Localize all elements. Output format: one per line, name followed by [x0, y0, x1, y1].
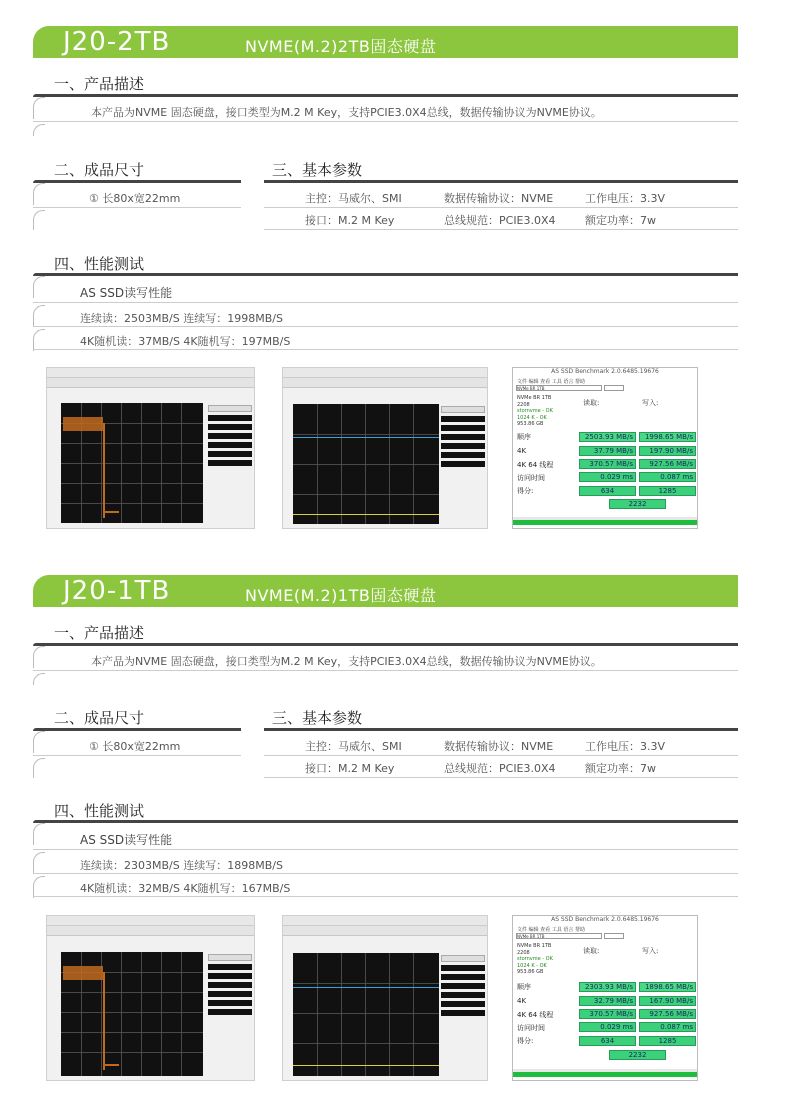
read-4k64-value: 370.57 MB/s — [579, 1009, 636, 1019]
param-interface: 接口：M.2 M Key — [305, 214, 395, 227]
param-power: 额定功率：7w — [585, 762, 656, 775]
score-read: 634 — [579, 486, 636, 496]
write-4k-value: 197.90 MB/s — [639, 446, 696, 456]
divider — [264, 777, 738, 778]
drive-info: NVMe BR 1TB 2208 stornvme - OK 1024 K - OK 953.86 GB — [517, 395, 553, 427]
param-bus: 总线规范：PCIE3.0X4 — [444, 214, 556, 227]
graph-controls — [208, 952, 252, 1018]
write-header: 写入: — [642, 947, 659, 955]
corner-decoration — [33, 183, 45, 205]
menu-bar: 文件 编辑 查看 工具 语言 帮助 — [517, 379, 585, 385]
write-access-value: 0.087 ms — [639, 1022, 696, 1032]
param-voltage: 工作电压：3.3V — [585, 192, 666, 205]
read-header: 读取: — [583, 399, 600, 407]
window-title: AS SSD Benchmark 2.0.6485.19676 — [551, 916, 659, 923]
sequential-speed: 连续读：2503MB/S 连续写：1998MB/S — [80, 312, 283, 325]
drive-select[interactable]: NVMe BR 1TB — [516, 385, 602, 391]
section-title-size: 二、成品尺寸 — [54, 709, 145, 727]
divider — [33, 849, 738, 850]
section-title-performance: 四、性能测试 — [54, 802, 145, 820]
corner-decoration — [33, 305, 45, 327]
divider — [33, 873, 738, 874]
section-rule — [33, 94, 738, 97]
read-test-screenshot — [282, 367, 488, 529]
section-rule — [264, 728, 738, 731]
row-label-4k64: 4K 64 线程 — [517, 1011, 554, 1019]
divider — [33, 896, 738, 897]
divider — [264, 229, 738, 230]
corner-decoration — [33, 276, 45, 298]
param-interface: 接口：M.2 M Key — [305, 762, 395, 775]
read-4k-value: 37.79 MB/s — [579, 446, 636, 456]
corner-decoration — [33, 673, 45, 685]
row-label-4k: 4K — [517, 997, 527, 1005]
score-write: 1285 — [639, 1036, 696, 1046]
corner-decoration — [33, 210, 45, 230]
model-subtitle: NVME(M.2)1TB固态硬盘 — [245, 586, 437, 605]
corner-decoration — [33, 124, 45, 136]
score-label: 得分: — [517, 487, 534, 495]
section-rule — [33, 643, 738, 646]
divider — [33, 349, 738, 350]
row-label-access: 访问时间 — [517, 1024, 545, 1032]
divider — [264, 755, 738, 756]
section-rule — [33, 273, 738, 276]
progress-bar — [513, 1072, 697, 1077]
corner-decoration — [33, 97, 45, 119]
write-graph — [61, 952, 203, 1076]
row-label-access: 访问时间 — [517, 474, 545, 482]
row-label-seq: 顺序 — [517, 983, 531, 991]
write-4k-value: 167.90 MB/s — [639, 996, 696, 1006]
corner-decoration — [33, 823, 45, 845]
corner-decoration — [33, 852, 45, 874]
size-value: ① 长80x宽22mm — [89, 740, 181, 753]
menu-bar: 文件 编辑 查看 工具 语言 帮助 — [517, 927, 585, 933]
score-read: 634 — [579, 1036, 636, 1046]
param-controller: 主控：马威尔、SMI — [305, 740, 402, 753]
param-protocol: 数据传输协议：NVME — [444, 192, 554, 205]
param-protocol: 数据传输协议：NVME — [444, 740, 554, 753]
read-graph — [293, 953, 439, 1076]
sequential-speed: 连续读：2303MB/S 连续写：1898MB/S — [80, 859, 283, 872]
divider — [33, 121, 738, 122]
test-name: AS SSD读写性能 — [80, 833, 173, 847]
write-test-screenshot — [46, 915, 255, 1081]
row-label-4k64: 4K 64 线程 — [517, 461, 554, 469]
read-access-value: 0.029 ms — [579, 472, 636, 482]
graph-controls — [441, 953, 485, 1019]
product-section-2tb — [0, 0, 790, 548]
graph-controls — [441, 404, 485, 470]
read-4k64-value: 370.57 MB/s — [579, 459, 636, 469]
as-ssd-benchmark-window — [512, 915, 698, 1081]
divider — [33, 207, 241, 208]
read-graph — [293, 404, 439, 524]
size-select[interactable] — [604, 933, 624, 939]
section-title-size: 二、成品尺寸 — [54, 161, 145, 179]
write-access-value: 0.087 ms — [639, 472, 696, 482]
write-seq-value: 1898.65 MB/s — [639, 982, 696, 992]
read-header: 读取: — [583, 947, 600, 955]
write-graph — [61, 403, 203, 523]
divider — [33, 755, 241, 756]
param-power: 额定功率：7w — [585, 214, 656, 227]
section-title-description: 一、产品描述 — [54, 624, 145, 642]
divider — [33, 302, 738, 303]
write-4k64-value: 927.56 MB/s — [639, 1009, 696, 1019]
product-section-1tb — [0, 549, 790, 1097]
row-label-seq: 顺序 — [517, 433, 531, 441]
score-write: 1285 — [639, 486, 696, 496]
write-seq-value: 1998.65 MB/s — [639, 432, 696, 442]
param-bus: 总线规范：PCIE3.0X4 — [444, 762, 556, 775]
param-controller: 主控：马威尔、SMI — [305, 192, 402, 205]
read-seq-value: 2303.93 MB/s — [579, 982, 636, 992]
model-name: J20-2TB — [63, 27, 171, 57]
corner-decoration — [33, 646, 45, 668]
divider — [33, 670, 738, 671]
corner-decoration — [33, 329, 45, 351]
model-name: J20-1TB — [63, 576, 171, 606]
window-title: AS SSD Benchmark 2.0.6485.19676 — [551, 368, 659, 375]
section-title-performance: 四、性能测试 — [54, 255, 145, 273]
product-description: 本产品为NVME 固态硬盘，接口类型为M.2 M Key，支持PCIE3.0X4总线，数据传输协议为NVME协议。 — [91, 106, 602, 119]
size-value: ① 长80x宽22mm — [89, 192, 181, 205]
graph-controls — [208, 403, 252, 469]
param-voltage: 工作电压：3.3V — [585, 740, 666, 753]
read-4k-value: 32.79 MB/s — [579, 996, 636, 1006]
size-select[interactable] — [604, 385, 624, 391]
drive-select[interactable]: NVMe BR 1TB — [516, 933, 602, 939]
read-seq-value: 2503.93 MB/s — [579, 432, 636, 442]
read-test-screenshot — [282, 915, 488, 1081]
product-header — [33, 575, 738, 607]
section-rule — [33, 820, 738, 823]
as-ssd-benchmark-window — [512, 367, 698, 529]
product-description: 本产品为NVME 固态硬盘，接口类型为M.2 M Key，支持PCIE3.0X4总线，数据传输协议为NVME协议。 — [91, 655, 602, 668]
section-rule — [264, 180, 738, 183]
corner-decoration — [33, 876, 45, 898]
progress-bar — [513, 520, 697, 525]
write-header: 写入: — [642, 399, 659, 407]
score-label: 得分: — [517, 1037, 534, 1045]
section-title-params: 三、基本参数 — [272, 161, 363, 179]
random-speed: 4K随机读：37MB/S 4K随机写：197MB/S — [80, 335, 291, 348]
write-4k64-value: 927.56 MB/s — [639, 459, 696, 469]
corner-decoration — [33, 731, 45, 753]
divider — [264, 207, 738, 208]
random-speed: 4K随机读：32MB/S 4K随机写：167MB/S — [80, 882, 291, 895]
section-rule — [33, 180, 241, 183]
product-header — [33, 26, 738, 58]
section-title-params: 三、基本参数 — [272, 709, 363, 727]
drive-info: NVMe BR 1TB 2208 stornvme - OK 1024 K - OK 953.86 GB — [517, 943, 553, 975]
divider — [33, 326, 738, 327]
read-access-value: 0.029 ms — [579, 1022, 636, 1032]
corner-decoration — [33, 758, 45, 778]
row-label-4k: 4K — [517, 447, 527, 455]
test-name: AS SSD读写性能 — [80, 286, 173, 300]
score-total: 2232 — [609, 499, 666, 509]
section-title-description: 一、产品描述 — [54, 75, 145, 93]
score-total: 2232 — [609, 1050, 666, 1060]
section-rule — [33, 728, 241, 731]
model-subtitle: NVME(M.2)2TB固态硬盘 — [245, 37, 437, 56]
write-test-screenshot — [46, 367, 255, 529]
